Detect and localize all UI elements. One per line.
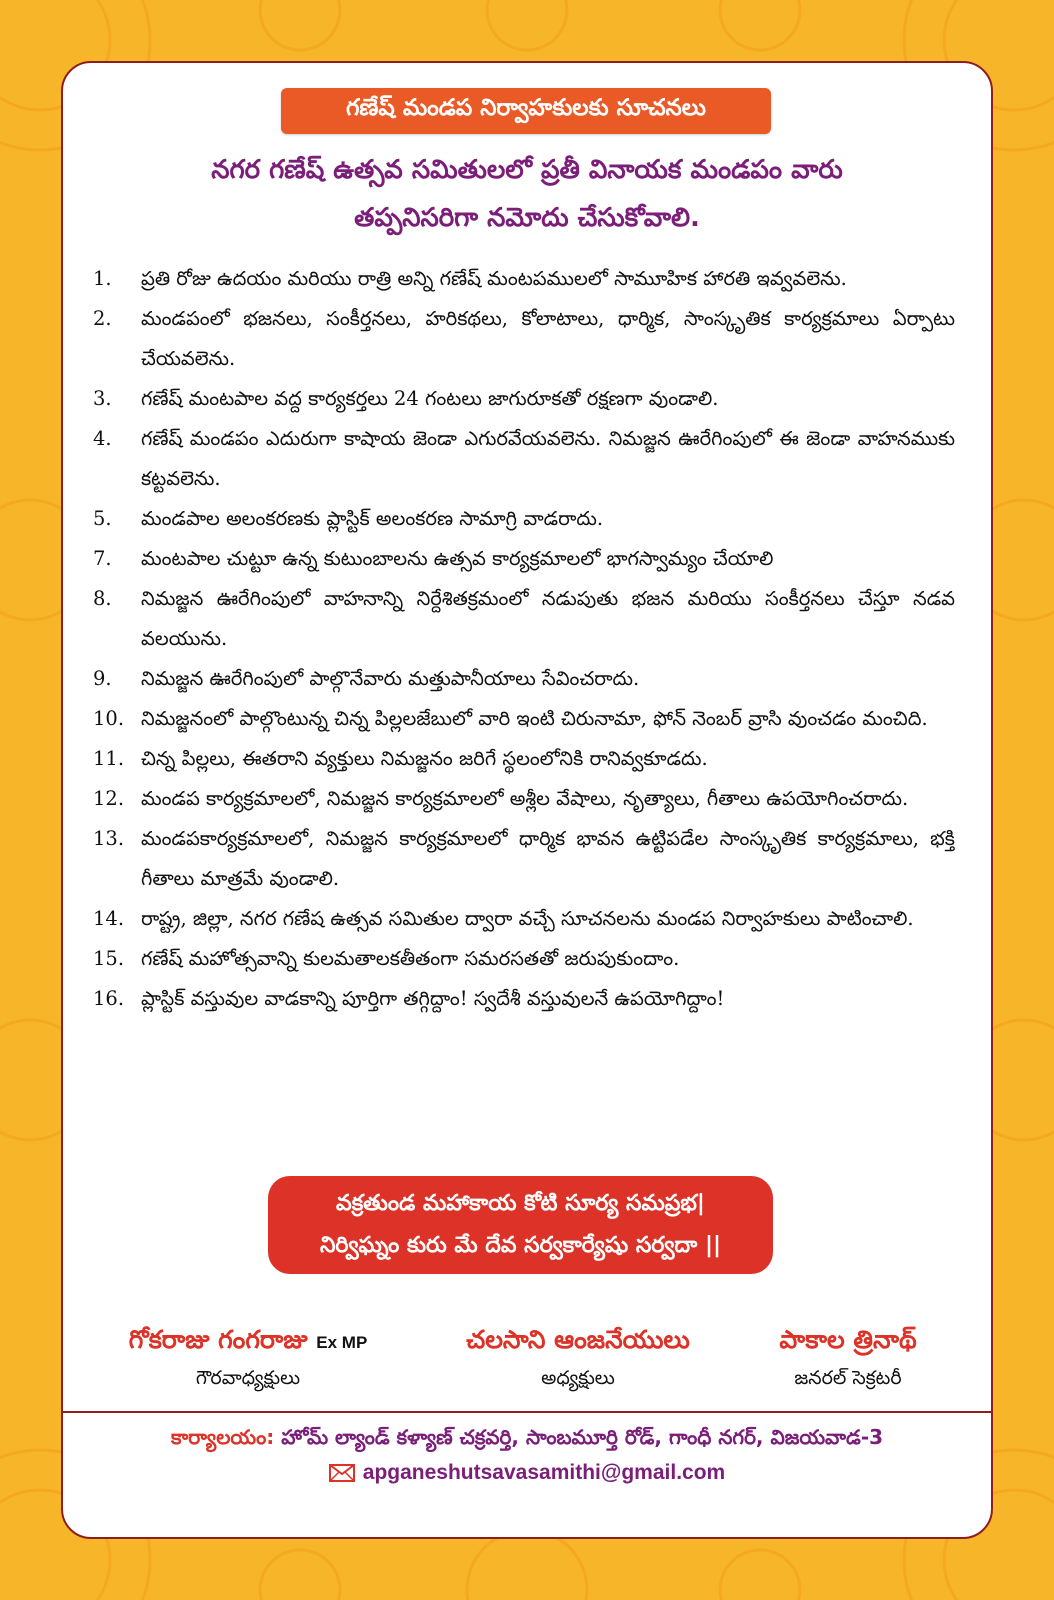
rule-text: గణేష్ మహోత్సవాన్ని కులమతాలకతీతంగా సమరసతతో జరుపుకుందాం. [141, 947, 680, 970]
rule-number: 3. [93, 387, 112, 410]
office-address-text: హోమ్ ల్యాండ్ కళ్యాణ్ చక్రవర్తి, సాంబమూర్తి రోడ్, గాంధీ నగర్, విజయవాడ-3 [281, 1425, 884, 1449]
signatory-honorary-president [93, 1325, 403, 1394]
rule-number: 16. [93, 987, 125, 1010]
rule-number: 5. [93, 507, 112, 530]
rule-item [93, 579, 955, 659]
rule-text: నిమజ్జన ఊరేగింపులో వాహనాన్ని నిర్దేశితక్రమంలో నడుపుతు భజన మరియు సంకీర్తనలు చేస్తూ నడవ వలయును. [141, 587, 955, 650]
signatory-role: గౌరవాధ్యక్షులు [195, 1367, 301, 1389]
rule-text: మండపంలో భజనలు, సంకీర్తనలు, హరికథలు, కోలాటాలు, ధార్మిక, సాంస్కృతిక కార్యక్రమాలు ఏర్పాటు చేయవలెను. [141, 307, 955, 370]
rule-number: 15. [93, 947, 125, 970]
rule-number: 11. [93, 747, 125, 770]
rule-item [93, 979, 955, 1019]
subheading-line-2: తప్పనిసరిగా నమోదు చేసుకోవాలి. [354, 203, 700, 233]
rule-item [93, 379, 955, 419]
rule-text: రాష్ట్ర, జిల్లా, నగర గణేష ఉత్సవ సమితుల ద్వారా వచ్చే సూచనలను మండప నిర్వాహకులు పాటించాలి. [141, 907, 914, 930]
rule-item [93, 699, 955, 739]
prayer-box [268, 1176, 773, 1274]
rule-number: 10. [93, 707, 125, 730]
signatory-role: జనరల్ సెక్రటరీ [794, 1367, 902, 1389]
office-label: కార్యాలయం: [170, 1425, 275, 1449]
mail-icon [329, 1464, 355, 1482]
rule-number: 1. [93, 267, 112, 290]
rule-text: నిమజ్జనంలో పాల్గొంటున్న చిన్న పిల్లలజేబులో వారి ఇంటి చిరునామా, ఫోన్ నెంబర్ వ్రాసి వుంచడం మంచిది. [141, 707, 928, 730]
rule-number: 8. [93, 587, 112, 610]
rule-number: 12. [93, 787, 125, 810]
rule-text: మండప కార్యక్రమాలలో, నిమజ్జన కార్యక్రమాలలో అశ్లీల వేషాలు, నృత్యాలు, గీతాలు ఉపయోగించరాదు. [141, 787, 909, 810]
rule-item [93, 779, 955, 819]
rule-number: 4. [93, 427, 112, 450]
rule-item [93, 259, 955, 299]
rule-text: ప్లాస్టిక్ వస్తువుల వాడకాన్ని పూర్తిగా తగ్గిద్దాం! స్వదేశీ వస్తువులనే ఉపయోగిద్దాం! [141, 987, 725, 1010]
rule-item [93, 819, 955, 899]
rule-text: మండపకార్యక్రమాలలో, నిమజ్జన కార్యక్రమాలలో ధార్మిక భావన ఉట్టిపడేల సాంస్కృతిక కార్యక్రమాలు, భక్తి గీతాలు మాత్రమే వుండాలి. [141, 827, 955, 890]
rule-text: గణేష్ మంటపాల వద్ద కార్యకర్తలు 24 గంటలు జాగురూకతో రక్షణగా వుండాలి. [141, 387, 719, 410]
subheading-line-1: నగర గణేష్ ఉత్సవ సమితులలో ప్రతీ వినాయక మండపం వారు [211, 155, 843, 185]
signatory-suffix: Ex MP [316, 1333, 368, 1352]
rule-item [93, 939, 955, 979]
signatory-president [428, 1325, 728, 1394]
email-row [63, 1461, 991, 1485]
rule-text: చిన్న పిల్లలు, ఈతరాని వ్యక్తులు నిమజ్జనం జరిగే స్థలంలోనికి రానివ్వకూడదు. [141, 747, 708, 770]
rule-number: 7. [93, 547, 112, 570]
signatory-name: పాకాల త్రినాథ్ [779, 1325, 917, 1354]
rule-text: నిమజ్జన ఊరేగింపులో పాల్గొనేవారు మత్తుపానీయాలు సేవించరాదు. [141, 667, 640, 690]
rule-text: మంటపాల చుట్టూ ఉన్న కుటుంబాలను ఉత్సవ కార్యక్రమాలలో భాగస్వామ్యం చేయాలి [141, 547, 774, 570]
email-link[interactable]: apganeshutsavasamithi@gmail.com [362, 1461, 726, 1484]
rule-item [93, 659, 955, 699]
rule-number: 14. [93, 907, 125, 930]
rule-number: 13. [93, 827, 125, 850]
header-banner: గణేష్ మండప నిర్వాహకులకు సూచనలు [281, 88, 771, 134]
signatory-name: గోకరాజు గంగరాజు Ex MP [128, 1325, 368, 1354]
signatory-name: చలసాని ఆంజనేయులు [466, 1325, 690, 1354]
notice-card [61, 61, 993, 1539]
office-address [63, 1425, 991, 1454]
rule-item [93, 499, 955, 539]
rule-item [93, 899, 955, 939]
footer-divider [63, 1411, 991, 1413]
rules-list [93, 259, 955, 1019]
prayer-line-1: వక్రతుండ మహాకాయ కోటి సూర్య సమప్రభ| [336, 1191, 705, 1216]
rule-item [93, 739, 955, 779]
rule-item [93, 539, 955, 579]
rule-number: 2. [93, 307, 112, 330]
rule-number: 9. [93, 667, 112, 690]
signatory-role: అధ్యక్షులు [541, 1367, 615, 1389]
rule-text: ప్రతి రోజు ఉదయం మరియు రాత్రి అన్ని గణేష్ మంటపములలో సామూహిక హారతి ఇవ్వవలెను. [141, 267, 847, 290]
rule-item [93, 419, 955, 499]
signatory-general-secretary [733, 1325, 963, 1394]
rule-text: గణేష్ మండపం ఎదురుగా కాషాయ జెండా ఎగురవేయవలెను. నిమజ్జన ఊరేగింపులో ఈ జెండా వాహనముకు కట్టవలెను. [141, 427, 955, 490]
prayer-line-2: నిర్విఘ్నం కురు మే దేవ సర్వకార్యేషు సర్వదా || [319, 1233, 722, 1258]
rule-text: మండపాల అలంకరణకు ప్లాస్టిక్ అలంకరణ సామాగ్రి వాడరాదు. [141, 507, 604, 530]
rule-item [93, 299, 955, 379]
